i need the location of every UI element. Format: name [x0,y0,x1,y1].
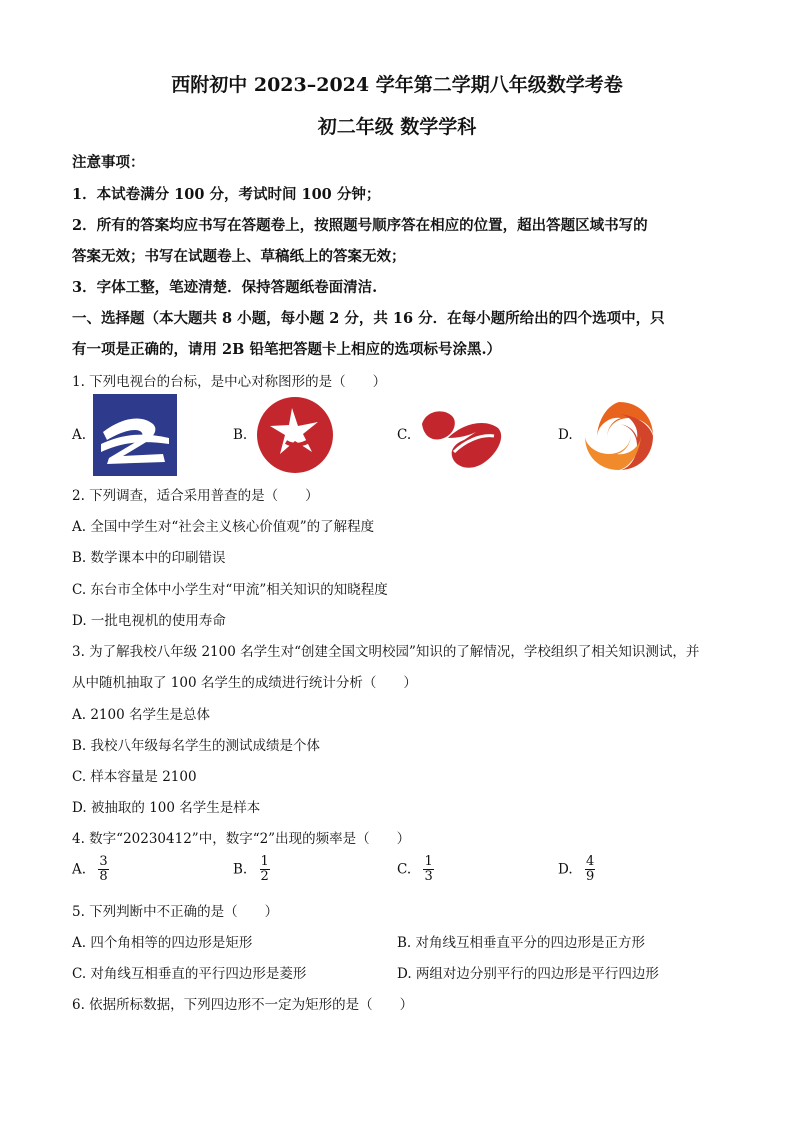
red-wave-logo-icon [418,402,504,472]
question-2-stem: 2. 下列调查，适合采用普查的是（ ） [72,488,319,504]
q3-option: B. 我校八年级每名学生的测试成绩是个体 [72,738,321,754]
q5-option: D. 两组对边分别平行的四边形是平行四边形 [397,966,659,982]
q4-option-label: D. [558,861,573,878]
fraction-numerator: 4 [585,854,595,869]
q4-option-label: A. [72,861,87,878]
q1-option-label: A. [72,427,87,443]
q1-option-label: D. [558,427,573,443]
q2-option: D. 一批电视机的使用寿命 [72,613,226,629]
notice-item: 2．所有的答案均应书写在答题卷上，按照题号顺序答在相应的位置，超出答题区域书写的 [72,217,648,234]
notice-item: 3．字体工整，笔迹清楚．保持答题纸卷面清洁. [72,279,378,296]
fraction [585,855,595,884]
q4-option-a [72,855,109,884]
fraction [98,855,108,884]
q5-option: B. 对角线互相垂直平分的四边形是正方形 [397,935,646,951]
question-6-stem: 6. 依据所标数据，下列四边形不一定为矩形的是（ ） [72,997,414,1013]
page-title: 西附初中 2023–2024 学年第二学期八年级数学考卷 [171,74,623,96]
page-subtitle: 初二年级 数学学科 [317,116,477,138]
section-heading-cont: 有一项是正确的，请用 2B 铅笔把答题卡上相应的选项标号涂黑.） [72,341,501,358]
q3-option: D. 被抽取的 100 名学生是样本 [72,800,261,816]
q1-option-label: B. [233,427,248,443]
fraction-denominator: 8 [99,869,108,884]
fraction [423,855,433,884]
zhejiang-tv-logo-icon [93,394,177,476]
q3-option: C. 样本容量是 2100 [72,769,197,785]
question-3-stem-cont: 从中随机抽取了 100 名学生的成绩进行统计分析（ ） [72,675,417,691]
notice-item: 1．本试卷满分 100 分，考试时间 100 分钟； [72,186,381,203]
q5-option: C. 对角线互相垂直的平行四边形是菱形 [72,966,307,982]
fraction-numerator: 1 [424,854,433,869]
star-circle-logo-icon [256,396,334,474]
fraction-denominator: 3 [424,869,433,884]
q4-option-label: B. [233,861,248,878]
q5-option: A. 四个角相等的四边形是矩形 [72,935,253,951]
q2-option: A. 全国中学生对“社会主义核心价值观”的了解程度 [72,519,375,535]
q4-option-d [558,855,595,884]
fraction-numerator: 1 [260,854,269,869]
question-1-stem: 1. 下列电视台的台标，是中心对称图形的是（ ） [72,374,387,390]
phoenix-spiral-logo-icon [581,398,657,474]
section-heading: 一、选择题（本大题共 8 小题，每小题 2 分，共 16 分．在每小题所给出的四个选项中，只 [72,310,665,327]
q4-option-c [397,855,434,884]
notice-item: 答案无效；书写在试题卷上、草稿纸上的答案无效； [72,248,406,265]
q4-option-b [233,855,270,884]
fraction-denominator: 9 [585,869,595,884]
q1-option-label: C. [397,427,412,443]
fraction-denominator: 2 [260,869,269,884]
q2-option: C. 东台市全体中小学生对“甲流”相关知识的知晓程度 [72,582,388,598]
q4-option-label: C. [397,861,412,878]
question-4-stem: 4. 数字“20230412”中，数字“2”出现的频率是（ ） [72,831,411,847]
q2-option: B. 数学课本中的印刷错误 [72,550,226,566]
question-3-stem: 3. 为了解我校八年级 2100 名学生对“创建全国文明校园”知识的了解情况，学校组织了相关知识测试，并 [72,644,700,660]
notice-heading: 注意事项： [72,154,145,171]
q3-option: A. 2100 名学生是总体 [72,707,210,723]
question-5-stem: 5. 下列判断中不正确的是（ ） [72,904,279,920]
fraction [260,855,270,884]
fraction-numerator: 3 [99,854,108,869]
